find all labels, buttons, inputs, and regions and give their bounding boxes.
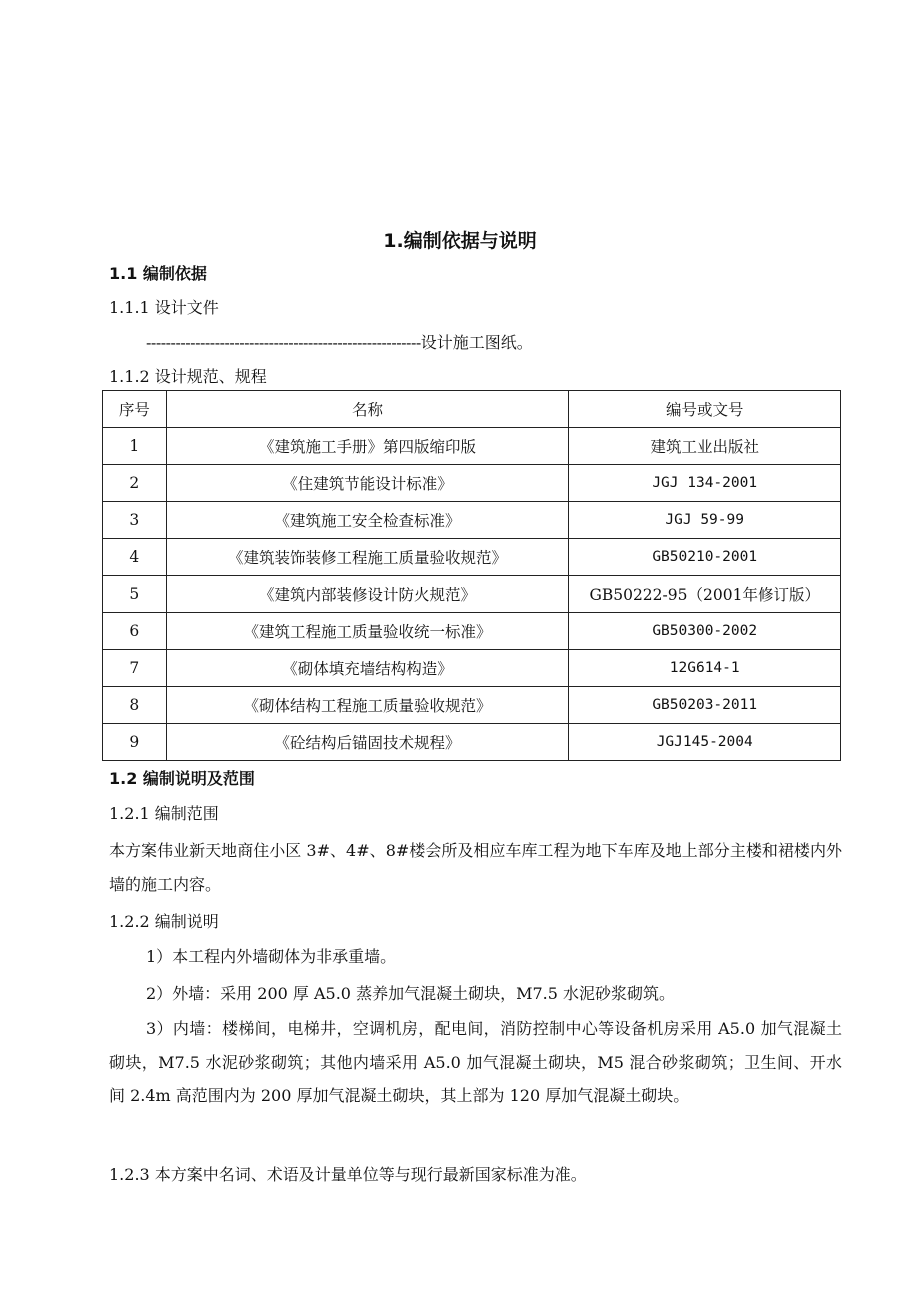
row-name: 《砼结构后锚固技术规程》 — [166, 724, 569, 761]
row-name: 《建筑装饰装修工程施工质量验收规范》 — [166, 539, 569, 576]
dash-leader: -------------------------------------------------------- — [146, 333, 421, 352]
row-code: 12G614-1 — [569, 650, 841, 687]
row-code: 建筑工业出版社 — [569, 428, 841, 465]
row-code: GB50222-95（2001年修订版） — [569, 576, 841, 613]
section-heading-1-2-1: 1.2.1 编制范围 — [109, 804, 219, 823]
note-item-1: 1）本工程内外墙砌体为非承重墙。 — [146, 947, 397, 966]
table-row — [103, 724, 841, 761]
row-name: 《建筑施工安全检查标准》 — [166, 502, 569, 539]
design-file-text: 设计施工图纸。 — [420, 333, 533, 352]
row-code: GB50203-2011 — [569, 687, 841, 724]
row-no: 4 — [103, 539, 167, 576]
table-row — [103, 576, 841, 613]
row-name: 《建筑内部装修设计防火规范》 — [166, 576, 569, 613]
section-heading-1-2: 1.2 编制说明及范围 — [109, 769, 255, 788]
table-row — [103, 539, 841, 576]
table-row — [103, 613, 841, 650]
design-file-line — [146, 332, 533, 354]
table-row — [103, 428, 841, 465]
row-no: 3 — [103, 502, 167, 539]
section-heading-1-2-3: 1.2.3 本方案中名词、术语及计量单位等与现行最新国家标准为准。 — [109, 1165, 587, 1184]
table-row — [103, 687, 841, 724]
row-name: 《建筑施工手册》第四版缩印版 — [166, 428, 569, 465]
row-no: 2 — [103, 465, 167, 502]
row-name: 《建筑工程施工质量验收统一标准》 — [166, 613, 569, 650]
table-header-row — [103, 391, 841, 428]
section-heading-1-1-2: 1.1.2 设计规范、规程 — [109, 367, 267, 386]
row-no: 1 — [103, 428, 167, 465]
table-row — [103, 650, 841, 687]
row-name: 《砌体结构工程施工质量验收规范》 — [166, 687, 569, 724]
row-no: 5 — [103, 576, 167, 613]
section-heading-1-2-2: 1.2.2 编制说明 — [109, 912, 219, 931]
standards-table — [102, 390, 841, 761]
row-name: 《砌体填充墙结构构造》 — [166, 650, 569, 687]
row-code: GB50300-2002 — [569, 613, 841, 650]
row-code: JGJ 59-99 — [569, 502, 841, 539]
header-code: 编号或文号 — [569, 391, 841, 428]
table-row — [103, 465, 841, 502]
section-heading-1-1: 1.1 编制依据 — [109, 264, 207, 283]
header-name: 名称 — [166, 391, 569, 428]
row-code: GB50210-2001 — [569, 539, 841, 576]
row-code: JGJ 134-2001 — [569, 465, 841, 502]
note-item-2: 2）外墙：采用 200 厚 A5.0 蒸养加气混凝土砌块，M7.5 水泥砂浆砌筑。 — [146, 984, 675, 1003]
row-no: 8 — [103, 687, 167, 724]
section-heading-1-1-1: 1.1.1 设计文件 — [109, 298, 219, 317]
table-row — [103, 502, 841, 539]
row-no: 7 — [103, 650, 167, 687]
row-no: 6 — [103, 613, 167, 650]
note-item-3: 3）内墙：楼梯间，电梯井，空调机房，配电间，消防控制中心等设备机房采用 A5.0 加气混凝土砌块，M7.5 水泥砂浆砌筑；其他内墙采用 A5.0 加气混凝土砌块，M5 混合砂浆砌筑；卫生间、开水间 2.4m 高范围内为 200 厚加气混凝土砌块，其上部为 120 厚加气混凝土砌块。 — [109, 1019, 842, 1105]
row-code: JGJ145-2004 — [569, 724, 841, 761]
row-no: 9 — [103, 724, 167, 761]
page-title: 1.编制依据与说明 — [383, 230, 537, 252]
scope-paragraph: 本方案伟业新天地商住小区 3#、4#、8#楼会所及相应车库工程为地下车库及地上部分主楼和裙楼内外墙的施工内容。 — [109, 841, 842, 894]
row-name: 《住建筑节能设计标准》 — [166, 465, 569, 502]
header-no: 序号 — [103, 391, 167, 428]
